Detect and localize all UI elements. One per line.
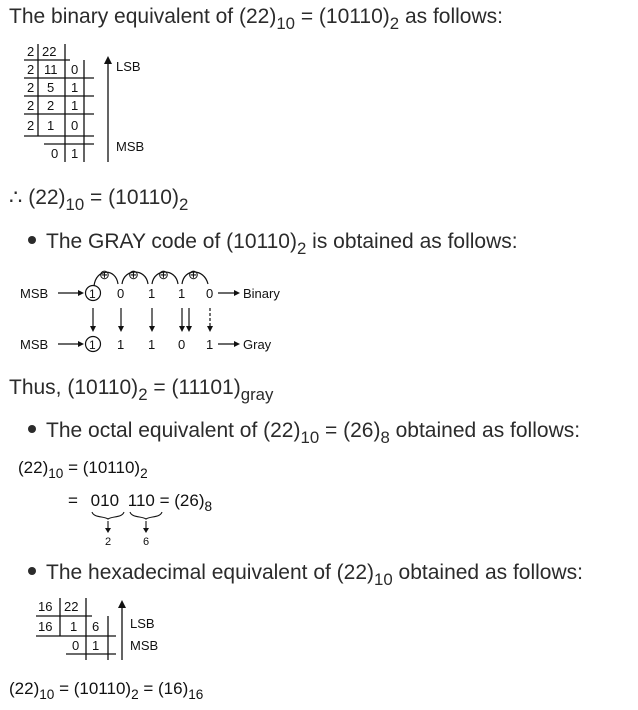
- gray-msb-top: MSB: [20, 286, 49, 301]
- bullet-dot: [28, 236, 36, 244]
- xor-symbol-2: ⊕: [128, 267, 139, 282]
- binary-label: Binary: [243, 286, 280, 301]
- gray-bit-0: 1: [89, 338, 96, 352]
- hex-row-0-divisor: 16: [38, 599, 53, 614]
- bin-row-5-quotient: 0: [51, 146, 59, 161]
- binary-bit-3: 1: [178, 286, 186, 301]
- octal-group-2: 110: [127, 491, 155, 510]
- bin-row-1-divisor: 2: [27, 62, 35, 77]
- hex-row-1-remainder: 6: [92, 619, 100, 634]
- gray-bit-1: 1: [117, 337, 125, 352]
- bin-row-4-divisor: 2: [27, 118, 35, 133]
- gray-bit-2: 1: [148, 337, 156, 352]
- octal-group-1: 010: [90, 491, 120, 510]
- bin-row-4-remainder: 0: [71, 118, 79, 133]
- hex-row-2-remainder: 1: [92, 638, 100, 653]
- gray-msb-bottom: MSB: [20, 337, 49, 352]
- gray-label: Gray: [243, 337, 272, 352]
- hex-row-1-divisor: 16: [38, 619, 53, 634]
- bin-row-1-quotient: 11: [44, 62, 58, 77]
- binary-bit-0: 1: [89, 287, 96, 301]
- binary-result-text: ∴ $(22)_{10} = (10110)_2$: [9, 186, 189, 214]
- xor-symbol-3: ⊕: [158, 267, 169, 282]
- binary-bit-4: 0: [206, 286, 214, 301]
- hex-msb-label: MSB: [130, 638, 159, 653]
- gray-code-figure: [18, 262, 318, 364]
- bin-row-4-quotient: 1: [47, 118, 55, 133]
- binary-intro-text: The binary equivalent of $(22)_{10} = (10110)_2$ as follows:: [9, 5, 503, 33]
- bin-row-2-divisor: 2: [27, 80, 35, 95]
- octal-bullet-text: The octal equivalent of $(22)_{10} = (26)_8$ obtained as follows:: [28, 418, 580, 444]
- hex-row-1-quotient: 1: [70, 619, 78, 634]
- xor-symbol-1: ⊕: [99, 267, 110, 282]
- octal-braces: [90, 510, 170, 550]
- gray-bullet-text: The GRAY code of $(10110)_2$ is obtained as follows:: [28, 229, 518, 255]
- octal-line-1: $(22)_{10} = (10110)_2$: [18, 458, 148, 481]
- hex-bullet-text: The hexadecimal equivalent of $(22)_{10}$ obtained as follows:: [28, 560, 583, 586]
- gray-bit-3: 0: [178, 337, 186, 352]
- binary-bit-1: 0: [117, 286, 125, 301]
- hex-division-figure: [30, 594, 180, 666]
- bin-row-3-quotient: 2: [47, 98, 55, 113]
- bin-row-2-remainder: 1: [71, 80, 79, 95]
- octal-line-2: = 010 $110 = (26)_8$: [68, 491, 213, 514]
- bin-row-3-remainder: 1: [71, 98, 79, 113]
- bin-row-0-quotient: 22: [42, 44, 57, 59]
- bin-msb-label: MSB: [116, 139, 145, 154]
- hex-row-0-quotient: 22: [64, 599, 79, 614]
- bin-lsb-label: LSB: [116, 59, 141, 74]
- binary-division-figure: [18, 40, 158, 166]
- bin-row-5-remainder: 1: [71, 146, 79, 161]
- gray-bit-4: 1: [206, 337, 214, 352]
- hex-row-2-quotient: 0: [72, 638, 80, 653]
- octal-digit-1: 2: [105, 536, 112, 548]
- gray-result-text: Thus, $(10110)_2 = (11101)_{gray}$: [9, 376, 274, 404]
- bin-row-0-divisor: 2: [27, 44, 35, 59]
- xor-symbol-4: ⊕: [188, 267, 199, 282]
- bullet-dot: [28, 425, 36, 433]
- bin-row-2-quotient: 5: [47, 80, 55, 95]
- bin-row-1-remainder: 0: [71, 62, 79, 77]
- octal-digit-2: 6: [143, 536, 150, 548]
- binary-bit-2: 1: [148, 286, 156, 301]
- bullet-dot: [28, 567, 36, 575]
- hex-result-text: $(22)_{10} = (10110)_2 = (16)_{16}$: [9, 679, 204, 702]
- hex-lsb-label: LSB: [130, 616, 155, 631]
- bin-row-3-divisor: 2: [27, 98, 35, 113]
